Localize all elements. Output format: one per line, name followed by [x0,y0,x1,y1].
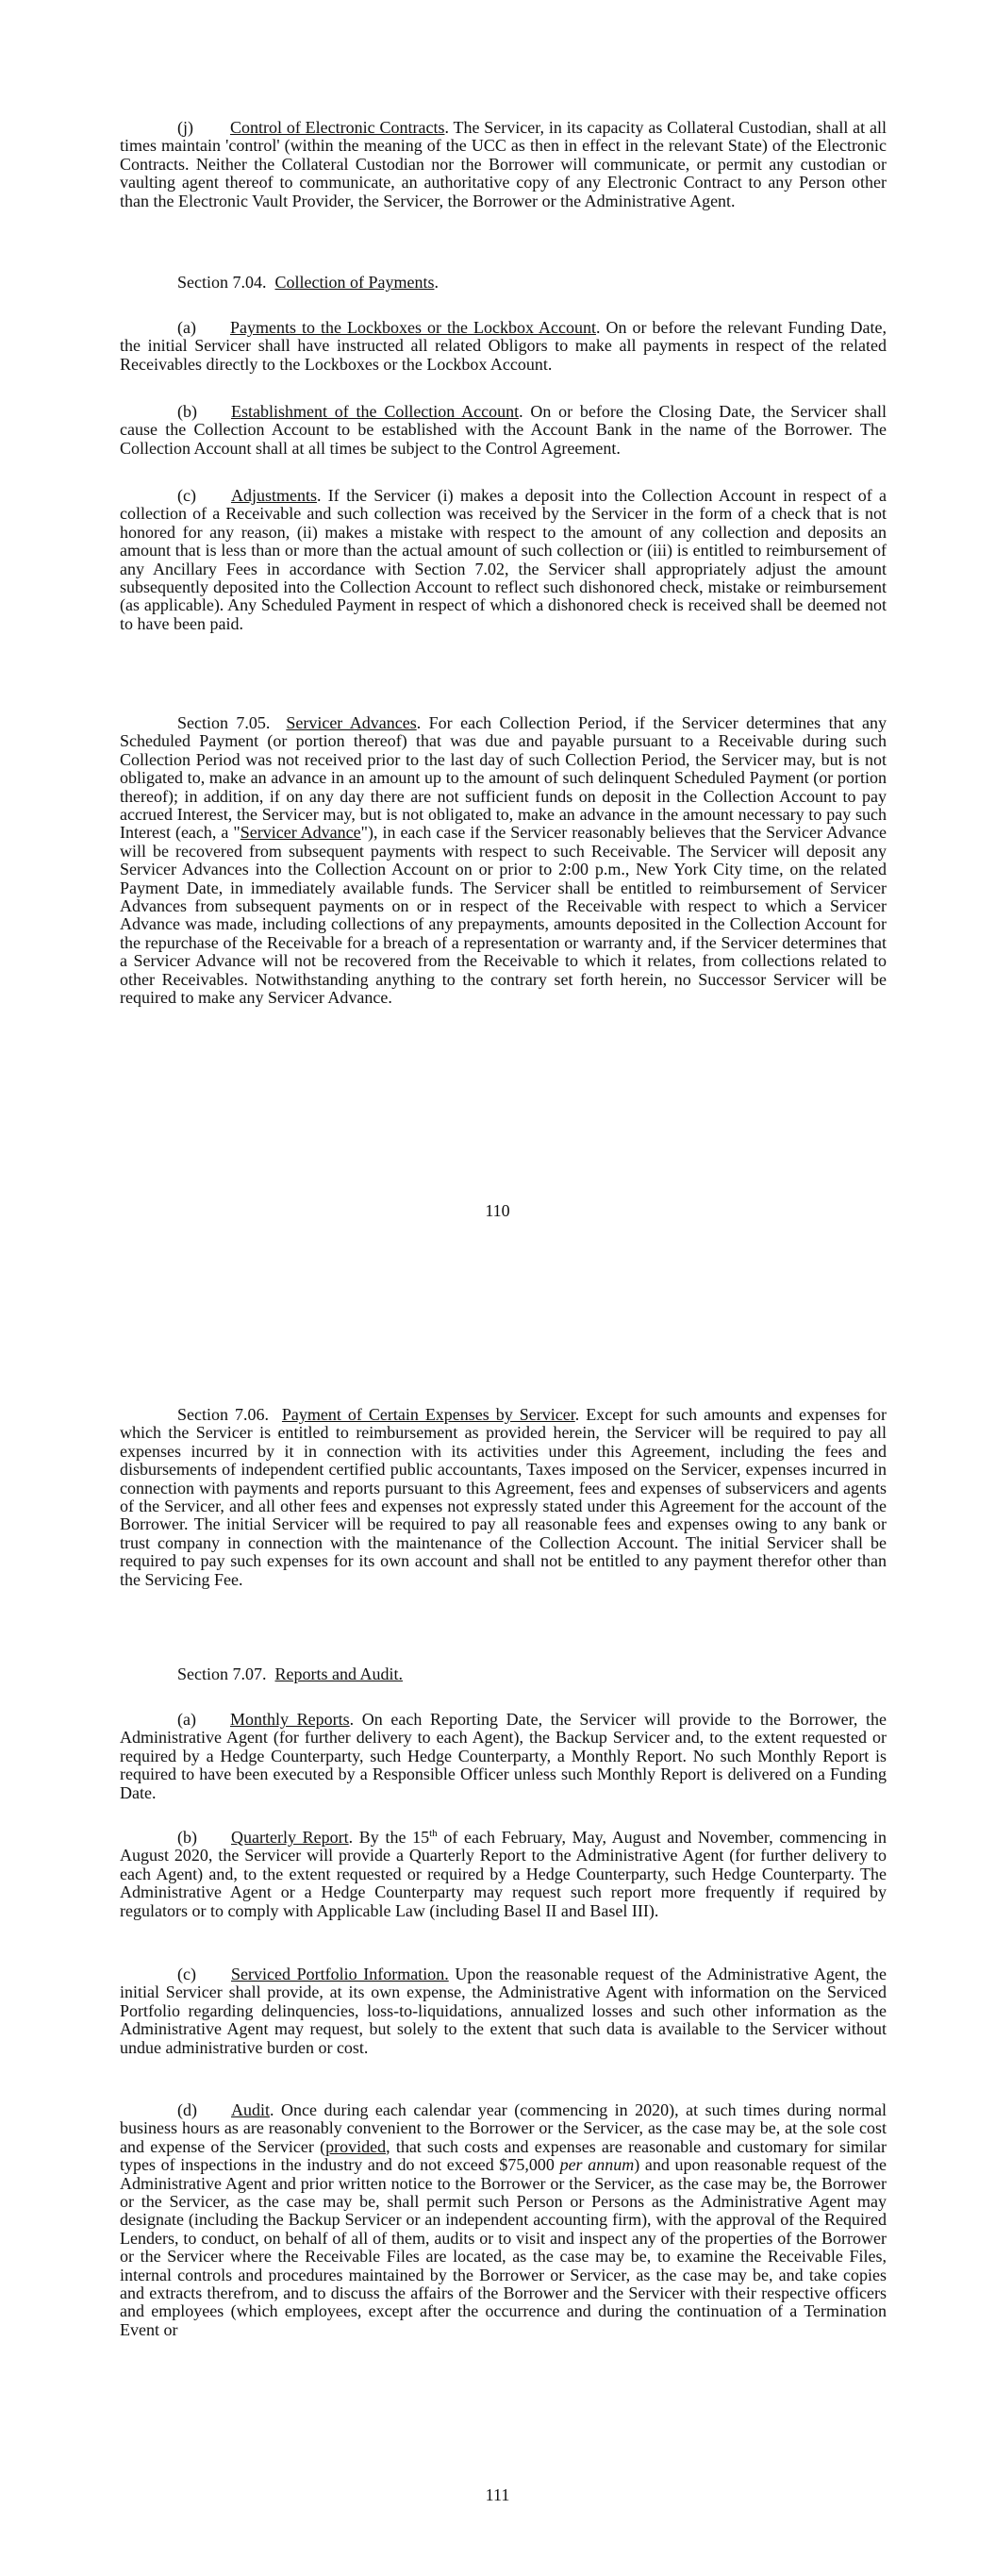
section-7-03-j [120,119,887,210]
clause-text: . If the Servicer (i) makes a deposit into the Collection Account in respect of a collection of a Receivable and such collection was received by the Servicer in the form of a check that is not honored for any reason, (ii) makes a mistake with respect to the amount of any collection and deposits an amount that is less than or more than the actual amount of such collection or (iii) is entitled to reimbursement of any Ancillary Fees in accordance with Section 7.02, the Servicer shall appropriately adjust the amount subsequently deposited into the Collection Account to reflect such dishonored check, mistake or reimbursement (as applicable). Any Scheduled Payment in respect of which a dishonored check is received shall be deemed not to have been paid. [120,486,887,633]
clause-text: . On or before the Closing Date, the Servicer shall cause the Collection Account to be established with the Account Bank in the name of the Borrower. The Collection Account shall at all times be subject to the Control Agreement. [120,402,887,458]
section-7-04-b [120,403,887,458]
section-7-07-heading [177,1665,403,1683]
page-number: 111 [485,2485,510,2504]
section-7-04-a [120,319,887,374]
section-number: Section 7.04. [177,273,267,292]
clause-title: Payments to the Lockboxes or the Lockbox Account [229,318,596,337]
page-number: 110 [485,1201,510,1220]
page-111 [0,1288,995,2576]
section-7-07-d [120,2101,887,2339]
provided-term: provided [325,2136,387,2156]
clause-title: Serviced Portfolio Information. [230,1965,449,1983]
section-title: Payment of Certain Expenses by Servicer [281,1405,575,1424]
clause-label: (b) [177,402,197,421]
clause-title: Audit [231,2100,271,2119]
clause-text-1: . By the 15 [348,1828,430,1847]
section-title: Reports and Audit. [274,1664,403,1683]
clause-label: (a) [177,1710,196,1729]
clause-text-2: , that such costs and expenses are reasonable and customary for similar types of inspections in the industry and do not exceed $75,000 [120,2136,887,2175]
clause-title: Establishment of the Collection Account [231,402,520,421]
section-7-07-c [120,1965,887,2057]
section-number: Section 7.07. [177,1664,267,1683]
clause-label: (a) [177,318,196,337]
clause-title: Quarterly Report [231,1828,349,1847]
section-7-07-b [120,1829,887,1920]
clause-label: (c) [177,486,196,505]
section-title: Servicer Advances [286,713,417,732]
clause-text: . On or before the relevant Funding Date, the initial Servicer shall have instructed all related Obligors to make all payments in respect of the related Receivables directly to the Lockboxes or the Lockbox Account. [120,318,887,374]
section-text: . Except for such amounts and expenses for which the Servicer is entitled to reimbursement as provided herein, the Servicer will be required to pay all expenses incurred by it in connection with its activities under this Agreement, including the fees and disbursements of independent certified public accountants, Taxes imposed on the Servicer, expenses incurred in connection with payments and reports pursuant to this Agreement, fees and expenses of subservicers and agents of the Servicer, and all other fees and expenses not expressly stated under this Agreement for the account of the Borrower. The initial Servicer will be required to pay all reasonable fees and expenses owing to any bank or trust company in connection with the maintenance of the Collection Account. The initial Servicer shall be required to pay such expenses for its own account and shall not be entitled to any payment therefor other than the Servicing Fee. [120,1405,887,1589]
clause-label: (b) [177,1828,197,1847]
section-7-04-heading: Section 7.04. Collection of Payments. [177,273,439,292]
section-text-1: . For each Collection Period, if the Servicer determines that any Scheduled Payment (or portion thereof) that was due and payable pursuant to a Receivable during such Collection Period was not received prior to the last day of such Collection Period, the Servicer may, but is not obligated to, make an advance in an amount up to the amount of such delinquent Scheduled Payment (or portion thereof); in addition, if on any day there are not sufficient funds on deposit in the Collection Account to pay accrued Interest, the Servicer may, but is not obligated to, make an advance in the amount necessary to pay such Interest (each, a " [120,713,887,843]
section-7-04-c [120,487,887,633]
per-annum-term: per annum [559,2155,635,2175]
section-title: Collection of Payments [274,273,435,292]
section-7-05 [120,714,887,1008]
clause-text-3: ) and upon reasonable request of the Administrative Agent and prior written notice to the Borrower or the Servicer, as the case may be, the Borrower or the Servicer, as the case may be, shall permit such Person or Persons as the Administrative Agent may designate (including the Backup Servicer or an independent accounting firm), with the approval of the Required Lenders, to conduct, on behalf of all of them, audits or to visit and inspect any of the properties of the Borrower or the Servicer where the Receivable Files are located, as the case may be, to examine the Receivable Files, internal controls and procedures maintained by the Borrower or Servicer, as the case may be, and take copies and extracts therefrom, and to discuss the affairs of the Borrower and the Servicer with their respective officers and employees (which employees, except after the occurrence and during the continuation of a Termination Event or [120,2155,887,2339]
clause-text-2: of each February, May, August and November, commencing in August 2020, the Servicer will provide a Quarterly Report to the Administrative Agent (for further delivery to each Agent) and, to the extent requested or required by a Hedge Counterparty, such Hedge Counterparty. The Administrative Agent or a Hedge Counterparty may request such report more frequently if required by regulators or to comply with Applicable Law (including Basel II and Basel III). [120,1828,887,1920]
clause-title: Control of Electronic Contracts [230,118,445,137]
clause-label: (j) [177,118,193,137]
clause-text-1: . Once during each calendar year (commencing in 2020), at such times during normal business hours as are reasonably convenient to the Borrower or the Servicer, as the case may be, at the sole cost and expense of the Servicer ( [120,2100,887,2156]
clause-label: (c) [177,1965,196,1983]
section-7-06 [120,1406,887,1589]
clause-label: (d) [177,2100,197,2119]
section-number: Section 7.06. [177,1405,269,1424]
clause-text: . The Servicer, in its capacity as Collateral Custodian, shall at all times maintain 'control' (within the meaning of the UCC as then in effect in the relevant State) of the Electronic Contracts. Neither the Collateral Custodian nor the Borrower will communicate, or permit any custodian or vaulting agent thereof to communicate, an authoritative copy of any Electronic Contract to any Person other than the Electronic Vault Provider, the Servicer, the Borrower or the Administrative Agent. [120,118,887,210]
ordinal-suffix: th [429,1828,438,1839]
clause-title: Monthly Reports [229,1710,350,1729]
section-text-2: "), in each case if the Servicer reasonably believes that the Servicer Advance will be recovered from subsequent payments with respect to such Receivable. The Servicer will deposit any Servicer Advances into the Collection Account on or prior to 2:00 p.m., New York City time, on the related Payment Date, in immediately available funds. The Servicer shall be entitled to reimbursement of Servicer Advances from subsequent payments on or in respect of the Receivable with respect to which a Servicer Advance was made, including collections of any prepayments, amounts deposited in the Collection Account for the repurchase of the Receivable for a breach of a representation or warranty and, if the Servicer determines that a Servicer Advance will not be recovered from the Receivable to which it relates, from collections related to other Receivables. Notwithstanding anything to the contrary set forth herein, no Successor Servicer will be required to make any Servicer Advance. [120,823,887,1008]
clause-text: Upon the reasonable request of the Administrative Agent, the initial Servicer shall provide, at its own expense, the Administrative Agent with information on the Serviced Portfolio regarding delinquencies, loss-to-liquidations, annualized losses and such other information as the Administrative Agent may request, but solely to the extent that such data is available to the Servicer without undue administrative burden or cost. [120,1965,887,2057]
defined-term: Servicer Advance [240,823,361,843]
clause-text: . On each Reporting Date, the Servicer will provide to the Borrower, the Administrative Agent (for further delivery to each Agent), the Backup Servicer and, to the extent requested or required by a Hedge Counterparty, such Hedge Counterparty, a Monthly Report. No such Monthly Report is required to have been executed by a Responsible Officer unless such Monthly Report is delivered on a Funding Date. [120,1710,887,1802]
clause-title: Adjustments [230,486,317,505]
section-7-07-a [120,1711,887,1802]
section-number: Section 7.05. [177,713,271,732]
